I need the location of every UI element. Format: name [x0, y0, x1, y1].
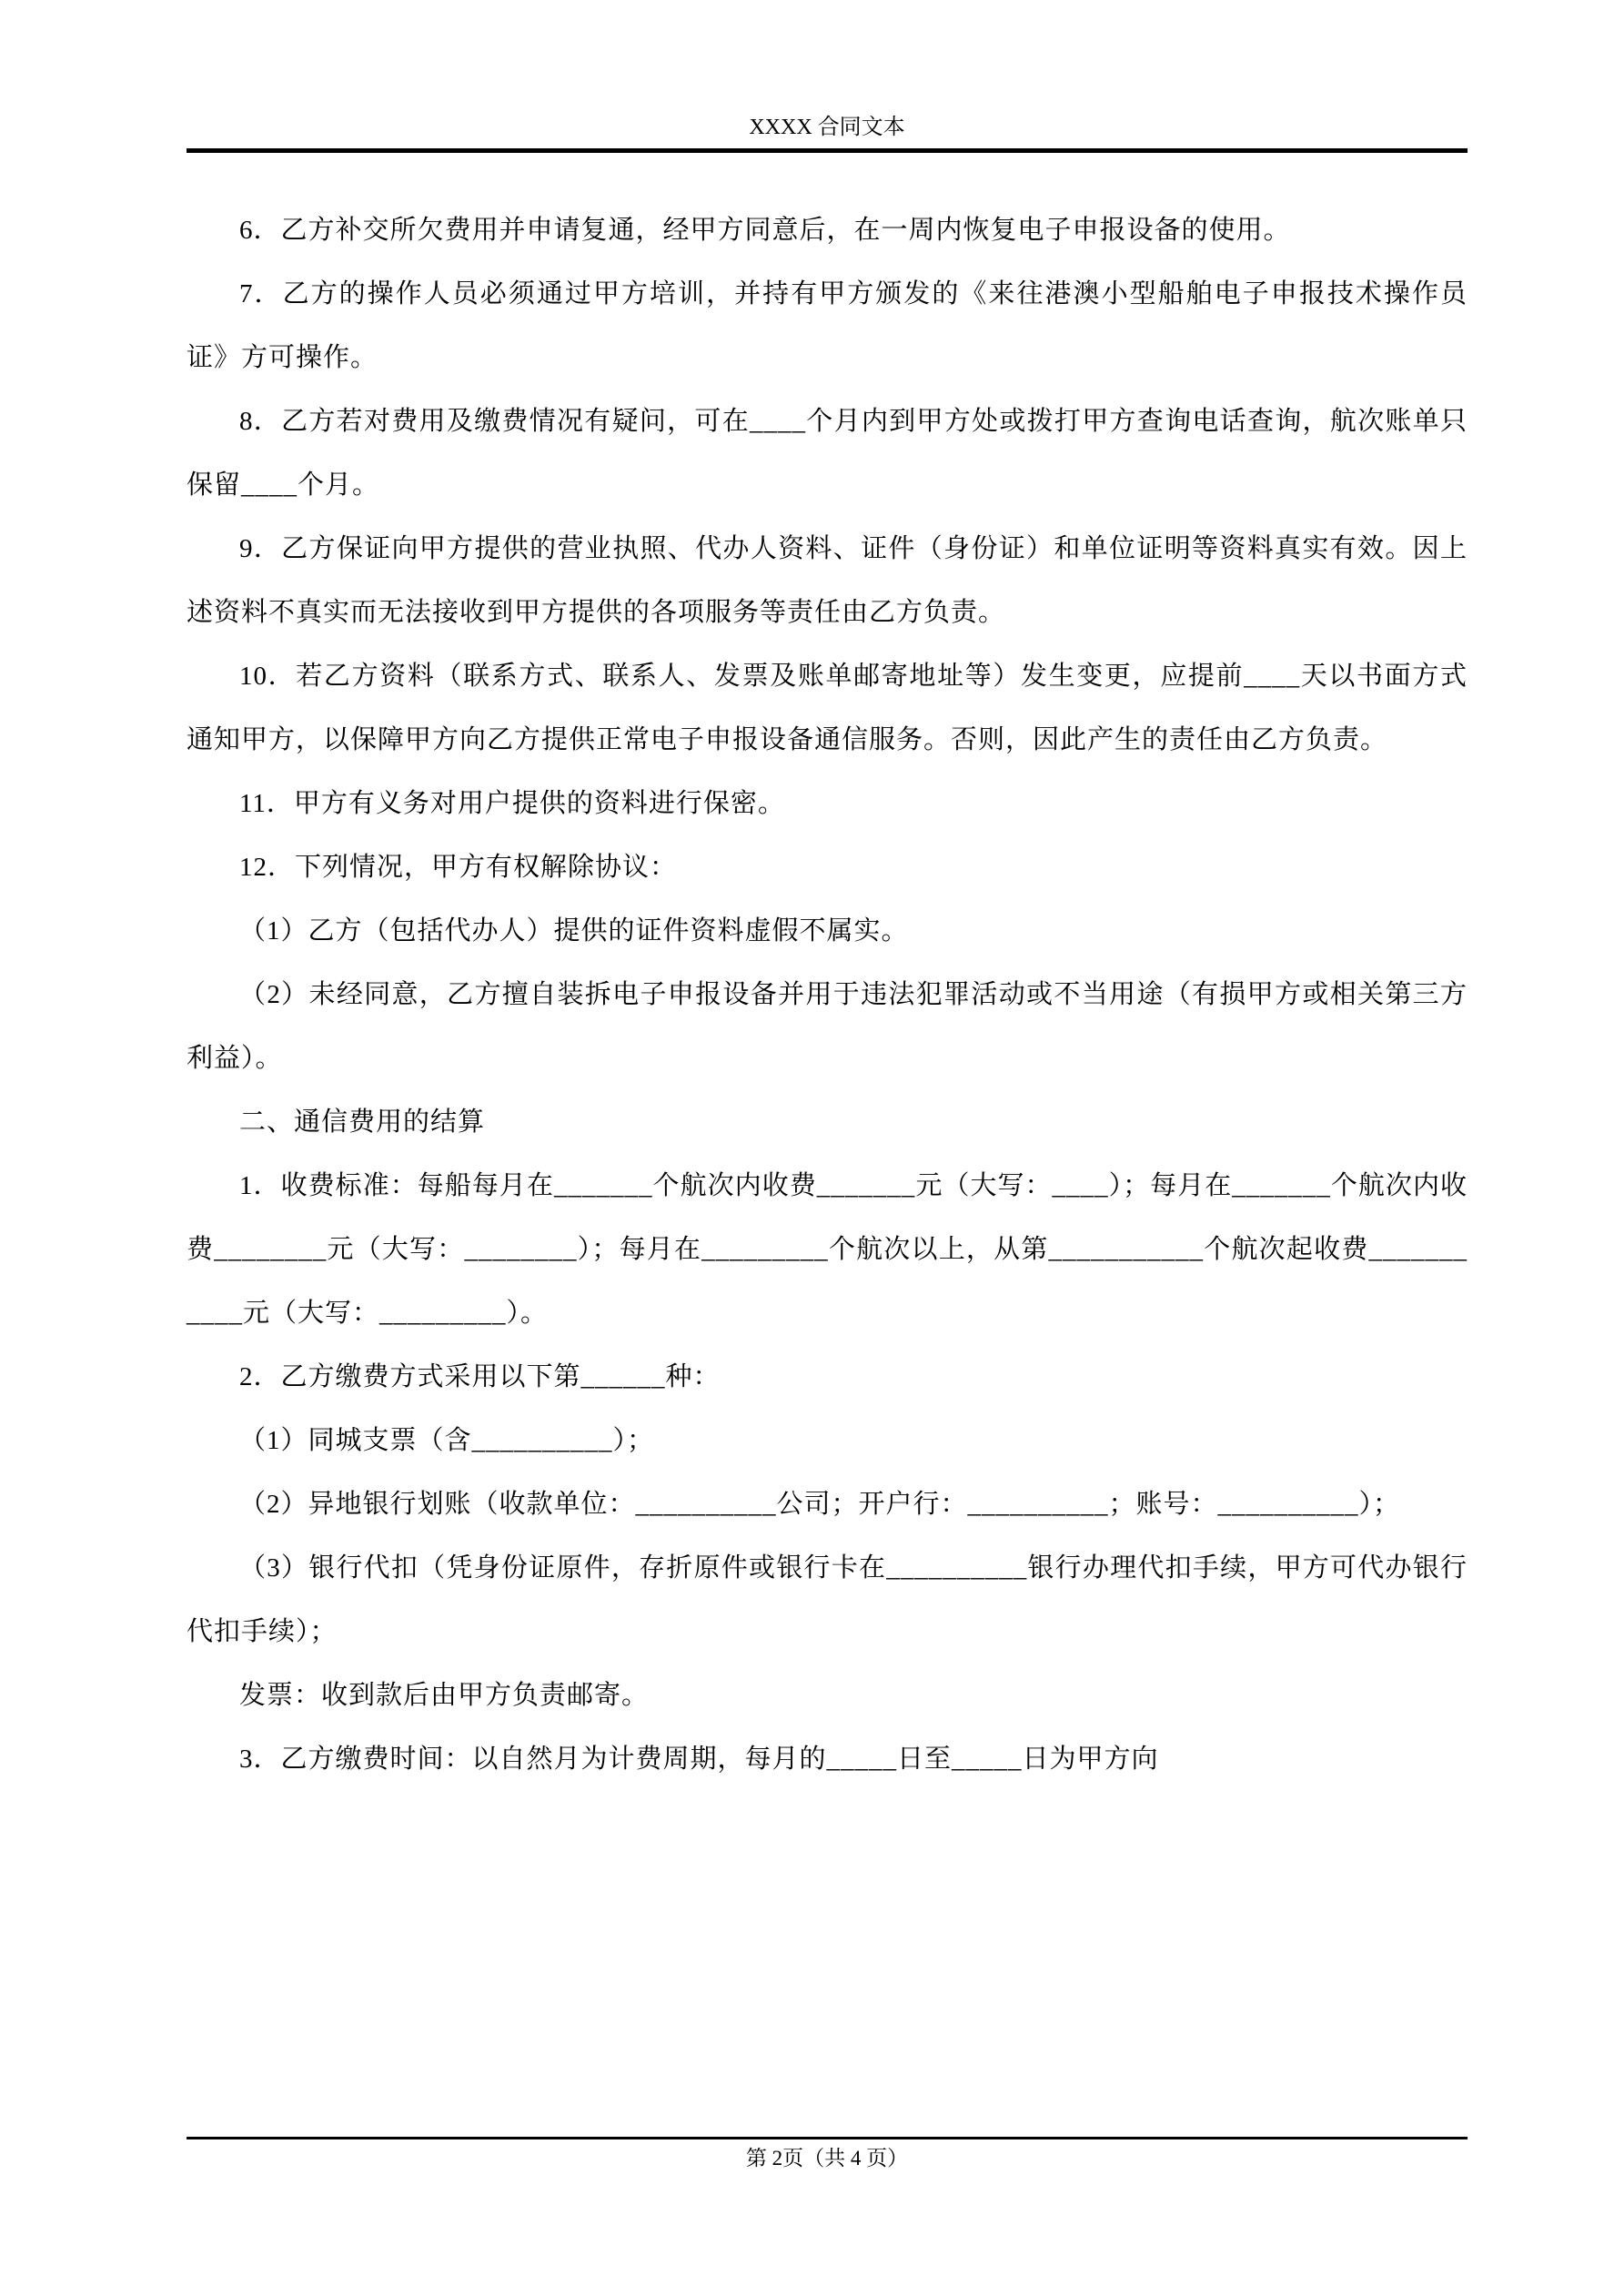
header-divider — [187, 148, 1468, 153]
footer-divider — [187, 2137, 1468, 2139]
clause-6: 6．乙方补交所欠费用并申请复通，经甲方同意后，在一周内恢复电子申报设备的使用。 — [239, 216, 1291, 245]
clause-12-item-1: （1）乙方（包括代办人）提供的证件资料虚假不属实。 — [239, 916, 909, 946]
document-body — [187, 198, 1468, 1791]
page-title: XXXX 合同文本 — [749, 116, 905, 139]
section2-clause-3: 3．乙方缴费时间：以自然月为计费周期，每月的_____日至_____日为甲方向 — [239, 1745, 1159, 1774]
clause-8: 8．乙方若对费用及缴费情况有疑问，可在____个月内到甲方处或拨打甲方查询电话查询，航次账单只保留____个月。 — [187, 407, 1468, 500]
page-number: 第 2页（共 4 页） — [745, 2147, 909, 2170]
invoice-note: 发票：收到款后由甲方负责邮寄。 — [239, 1681, 650, 1710]
payment-option-1: （1）同城支票（含__________）； — [239, 1426, 655, 1455]
clause-9: 9．乙方保证向甲方提供的营业执照、代办人资料、证件（身份证）和单位证明等资料真实有效。因上述资料不真实而无法接收到甲方提供的各项服务等责任由乙方负责。 — [187, 534, 1468, 627]
clause-10: 10．若乙方资料（联系方式、联系人、发票及账单邮寄地址等）发生变更，应提前____天以书面方式通知甲方，以保障甲方向乙方提供正常电子申报设备通信服务。否则，因此产生的责任由乙方负责。 — [187, 662, 1468, 754]
section2-clause-1: 1．收费标准：每船每月在_______个航次内收费_______元（大写：____）；每月在_______个航次内收费________元（大写：________）；每月在_________个航次以上，从第___________个航次起收费___________元（大写：_________）。 — [187, 1171, 1468, 1328]
clause-11: 11．甲方有义务对用户提供的资料进行保密。 — [239, 789, 785, 818]
payment-option-3: （3）银行代扣（凭身份证原件，存折原件或银行卡在__________银行办理代扣手续，甲方可代办银行代扣手续）； — [187, 1553, 1468, 1646]
clause-7: 7．乙方的操作人员必须通过甲方培训，并持有甲方颁发的《来往港澳小型船舶电子申报技术操作员证》方可操作。 — [187, 279, 1468, 372]
payment-option-2: （2）异地银行划账（收款单位：__________公司；开户行：__________；账号：__________）； — [239, 1490, 1401, 1519]
section-2-heading: 二、通信费用的结算 — [239, 1108, 486, 1137]
section2-clause-2: 2．乙方缴费方式采用以下第______种： — [239, 1362, 721, 1391]
clause-12-item-2: （2）未经同意，乙方擅自装拆电子申报设备并用于违法犯罪活动或不当用途（有损甲方或相关第三方利益）。 — [187, 980, 1468, 1073]
clause-12: 12．下列情况，甲方有权解除协议： — [239, 853, 678, 882]
